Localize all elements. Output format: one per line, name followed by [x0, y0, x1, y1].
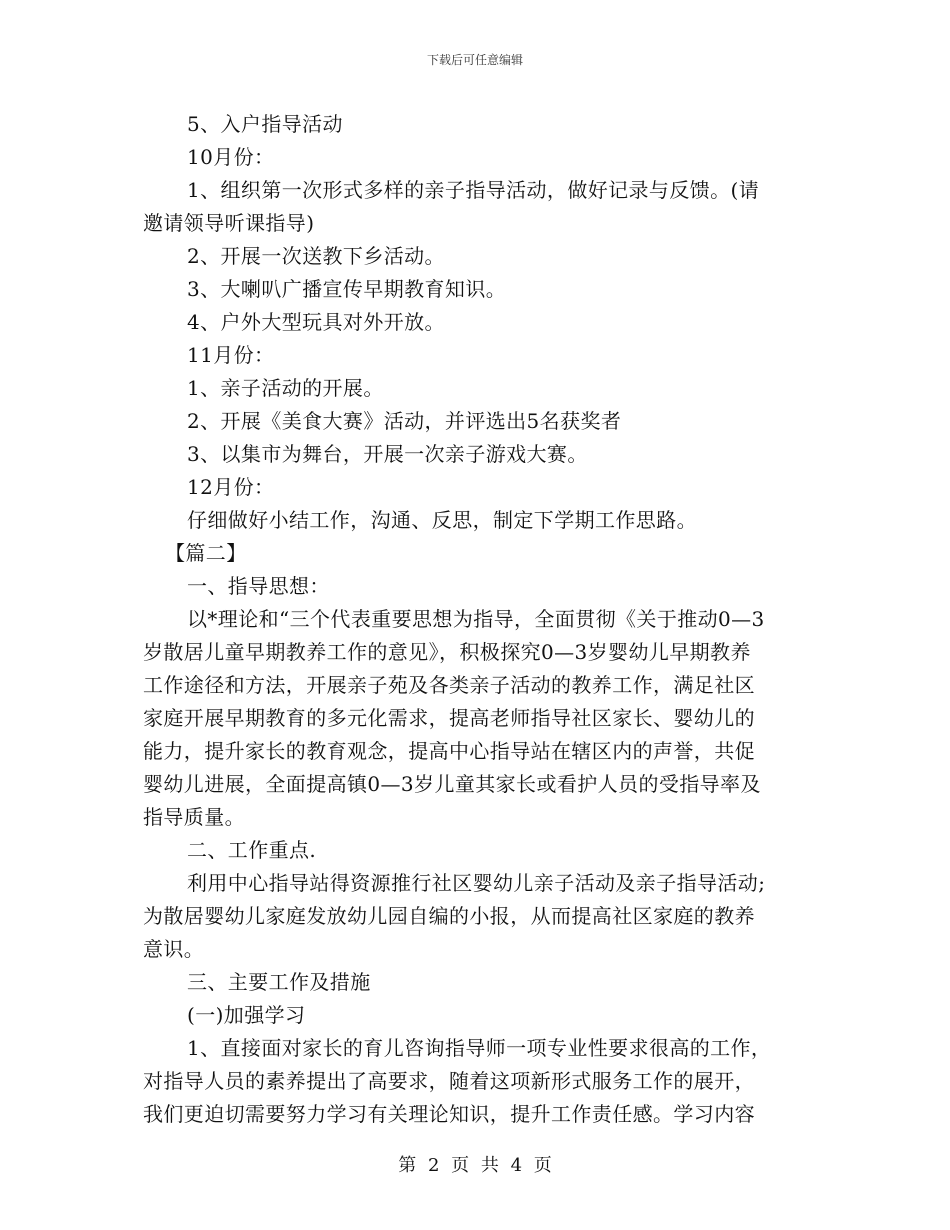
- body-line: 家庭开展早期教育的多元化需求，提高老师指导社区家长、婴幼儿的: [143, 706, 755, 730]
- body-line: 2、开展一次送教下乡活动。: [187, 244, 445, 268]
- body-line: 工作途径和方法，开展亲子苑及各类亲子活动的教养工作，满足社区: [143, 673, 755, 697]
- body-line: 对指导人员的素养提出了高要求，随着这项新形式服务工作的展开，: [143, 1069, 755, 1093]
- body-line: 4、户外大型玩具对外开放。: [187, 310, 445, 334]
- body-line: (一)加强学习: [187, 1003, 306, 1027]
- body-line: 利用中心指导站得资源推行社区婴幼儿亲子活动及亲子指导活动;: [187, 871, 766, 895]
- body-line: 11月份：: [187, 343, 275, 367]
- body-line: 邀请领导听课指导): [143, 211, 315, 235]
- body-line: 12月份：: [187, 475, 275, 499]
- page-header: 下载后可任意编辑: [426, 53, 523, 67]
- body-line: 1、直接面对家长的育儿咨询指导师一项专业性要求很高的工作，: [187, 1036, 772, 1060]
- body-line: 以*理论和“三个代表重要思想为指导，全面贯彻《关于推动0—3: [187, 607, 765, 631]
- body-line: 三、主要工作及措施: [187, 970, 371, 994]
- body-line: 意识。: [143, 937, 205, 961]
- body-line: 指导质量。: [143, 805, 245, 829]
- body-line: 岁散居儿童早期教养工作的意见》，积极探究0—3岁婴幼儿早期教养: [143, 640, 751, 664]
- body-line: 仔细做好小结工作，沟通、反思，制定下学期工作思路。: [187, 508, 697, 532]
- body-line: 2、开展《美食大赛》活动，并评选出5名获奖者: [187, 409, 622, 433]
- section-heading: 【篇二】: [165, 541, 247, 565]
- document-body: [143, 108, 813, 1131]
- body-line: 1、亲子活动的开展。: [187, 376, 384, 400]
- body-line: 二、工作重点.: [187, 838, 317, 862]
- body-line: 1、组织第一次形式多样的亲子指导活动，做好记录与反馈。(请: [187, 178, 760, 202]
- body-line: 为散居婴幼儿家庭发放幼儿园自编的小报，从而提高社区家庭的教养: [143, 904, 755, 928]
- body-line: 3、以集市为舞台，开展一次亲子游戏大赛。: [187, 442, 588, 466]
- body-line: 5、入户指导活动: [187, 112, 343, 136]
- body-line: 我们更迫切需要努力学习有关理论知识，提升工作责任感。学习内容: [143, 1102, 755, 1126]
- body-line: 婴幼儿进展，全面提高镇0—3岁儿童其家长或看护人员的受指导率及: [143, 772, 761, 796]
- body-line: 能力，提升家长的教育观念，提高中心指导站在辖区内的声誉，共促: [143, 739, 755, 763]
- body-line: 一、指导思想：: [187, 574, 330, 598]
- body-line: 10月份：: [187, 145, 275, 169]
- page-footer: 第 2 页 共 4 页: [398, 1155, 552, 1176]
- body-line: 3、大喇叭广播宣传早期教育知识。: [187, 277, 507, 301]
